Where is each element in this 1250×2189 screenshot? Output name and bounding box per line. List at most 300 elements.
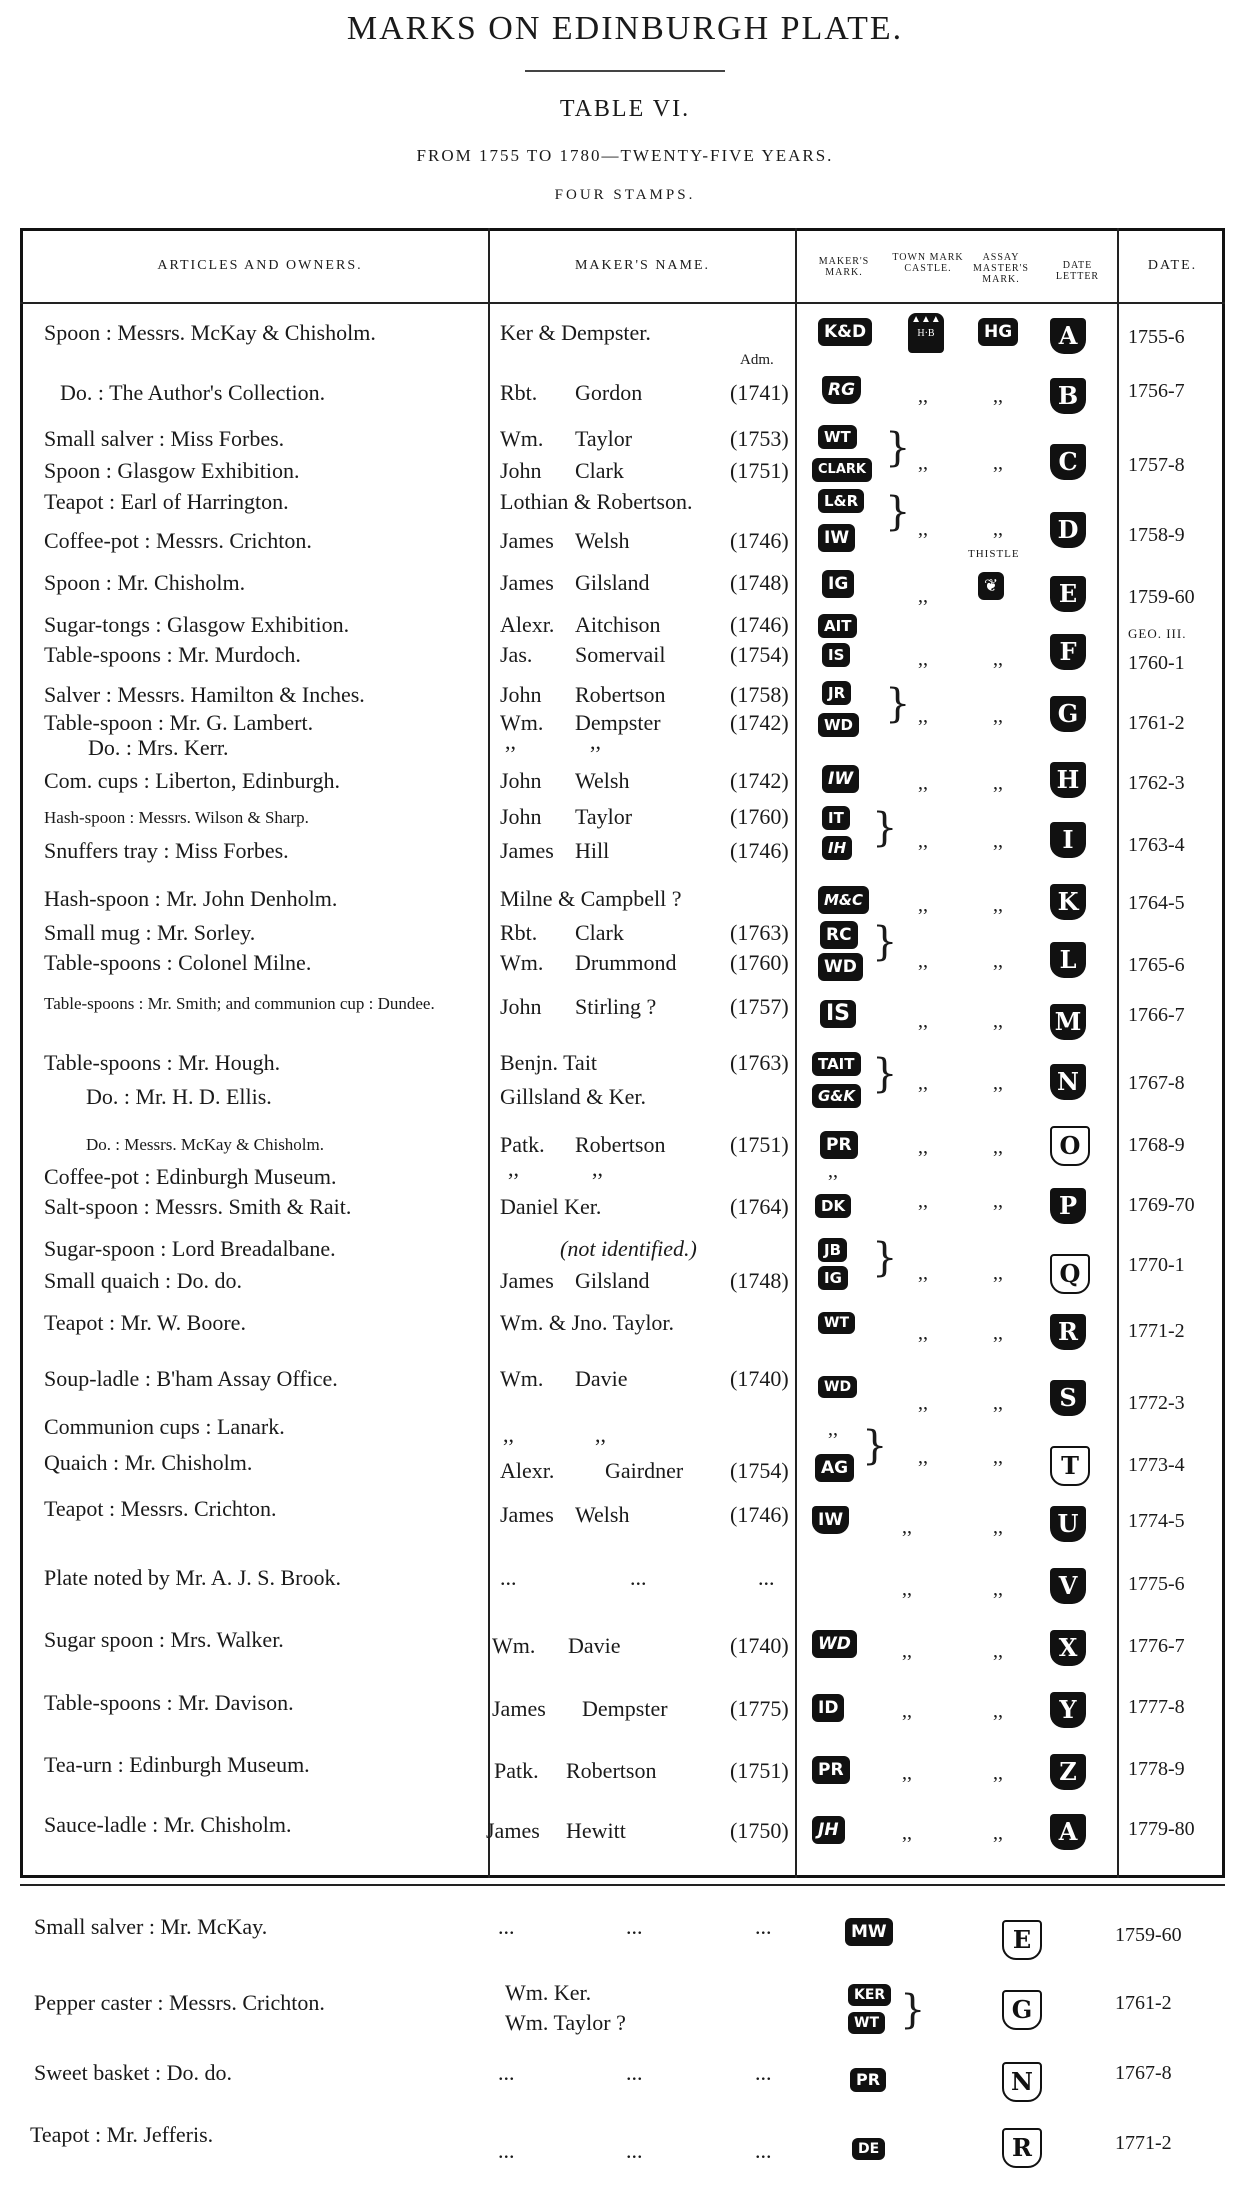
maker-year: (1740) [730, 1366, 789, 1391]
date: 1759-60 [1128, 586, 1195, 608]
maker-year: (1753) [730, 426, 789, 451]
article-owner: Quaich : Mr. Chisholm. [44, 1450, 253, 1475]
maker-name: Wm. [500, 710, 544, 735]
date-letter: T [1050, 1446, 1090, 1486]
article-owner: Sugar spoon : Mrs. Walker. [44, 1627, 284, 1652]
table-row [0, 729, 1250, 765]
makers-mark: KER [848, 1984, 891, 2006]
maker-surname: Robertson [566, 1758, 657, 1783]
maker-year: ... [758, 1565, 775, 1590]
assay-mark: HG [978, 318, 1018, 346]
maker-surname: Welsh [575, 528, 630, 553]
maker-name: Rbt. [500, 920, 538, 945]
maker-name: Wm. & Jno. Taylor. [500, 1310, 675, 1335]
column-header-articles: ARTICLES AND OWNERS. [157, 258, 363, 273]
maker-year: (1757) [730, 994, 789, 1019]
maker-name: ... [498, 2060, 515, 2085]
maker-name: ,, [503, 1422, 514, 1447]
maker-surname: Dempster [575, 710, 661, 735]
maker-name: James [500, 570, 554, 595]
article-owner: Sweet basket : Do. do. [34, 2060, 232, 2085]
article-owner: Snuffers tray : Miss Forbes. [44, 838, 289, 863]
column-header-assay-mark: ASSAY MASTER'S MARK. [973, 252, 1029, 285]
maker-surname: Dempster [582, 1696, 668, 1721]
makers-mark: JR [822, 681, 851, 705]
article-owner: Small quaich : Do. do. [44, 1268, 242, 1293]
maker-name: John [500, 682, 542, 707]
maker-surname: ... [626, 2060, 643, 2085]
ditto-mark: ,, [902, 1762, 912, 1784]
date-letter: C [1050, 444, 1086, 480]
maker-name: John [500, 458, 542, 483]
makers-mark: IW [822, 765, 859, 793]
article-owner: Teapot : Earl of Harrington. [44, 489, 289, 514]
maker-year: (1748) [730, 570, 789, 595]
article-owner: Tea-urn : Edinburgh Museum. [44, 1752, 310, 1777]
makers-mark: L&R [818, 489, 864, 513]
maker-surname: ,, [592, 1156, 603, 1181]
maker-name: ... [500, 1565, 517, 1590]
ditto-mark: ,, [902, 1700, 912, 1722]
maker-surname: Gairdner [605, 1458, 684, 1483]
maker-year: (1775) [730, 1696, 789, 1721]
article-owner: Small mug : Mr. Sorley. [44, 920, 256, 945]
ditto-mark: ,, [993, 1010, 1003, 1032]
date: 1771-2 [1115, 2132, 1172, 2154]
article-owner: Small salver : Miss Forbes. [44, 426, 285, 451]
maker-name: ,, [505, 729, 516, 754]
brace: } [862, 1423, 888, 1469]
maker-surname: ... [630, 1565, 647, 1590]
maker-surname: Hill [575, 838, 610, 863]
castle-icon: ▲▲▲ H·B [908, 313, 944, 353]
date-letter: E [1050, 576, 1086, 612]
stamp-count: FOUR STAMPS. [554, 187, 696, 203]
date-letter: G [1050, 696, 1086, 732]
date-letter: N [1050, 1064, 1086, 1100]
maker-surname: Robertson [575, 682, 666, 707]
ditto-mark: ,, [918, 1392, 928, 1414]
maker-name: John [500, 804, 542, 829]
maker-year: (1746) [730, 528, 789, 553]
makers-mark: IS [822, 643, 850, 667]
admission-label: Adm. [740, 352, 774, 368]
article-owner: Table-spoons : Mr. Davison. [44, 1690, 294, 1715]
ditto-mark: ,, [918, 648, 928, 670]
ditto-mark: ,, [902, 1822, 912, 1844]
maker-name: James [500, 1502, 554, 1527]
column-header-date: DATE. [1147, 258, 1198, 273]
maker-surname: Gilsland [575, 570, 650, 595]
date-letter: Q [1050, 1254, 1090, 1294]
makers-mark: JH [812, 1816, 845, 1844]
ditto-mark: ,, [993, 894, 1003, 916]
ditto-mark: ,, [918, 830, 928, 852]
date-letter: O [1050, 1126, 1090, 1166]
article-owner: Coffee-pot : Messrs. Crichton. [44, 528, 312, 553]
brace: } [872, 919, 898, 965]
makers-mark: DK [815, 1194, 851, 1218]
list-item [0, 2060, 1250, 2090]
maker-surname: Clark [575, 458, 624, 483]
maker-name: ... [498, 2138, 515, 2163]
ditto-mark: ,, [993, 385, 1003, 407]
date-letter: R [1050, 1314, 1086, 1350]
makers-mark: IT [822, 806, 850, 830]
date-letter: S [1050, 1380, 1086, 1416]
maker-year: (1741) [730, 380, 789, 405]
ditto-mark: ,, [993, 518, 1003, 540]
maker-name: Wm. [500, 950, 544, 975]
maker-surname: Drummond [575, 950, 677, 975]
article-owner: Hash-spoon : Mr. John Denholm. [44, 886, 338, 911]
maker-year: (1758) [730, 682, 789, 707]
date-letter: I [1050, 822, 1086, 858]
date: 1778-9 [1128, 1758, 1185, 1780]
makers-mark: AG [815, 1454, 854, 1482]
article-owner: Table-spoons : Colonel Milne. [44, 950, 312, 975]
title-rule [525, 70, 725, 72]
date: 1765-6 [1128, 954, 1185, 976]
article-owner: Spoon : Glasgow Exhibition. [44, 458, 300, 483]
maker-name: Patk. [494, 1758, 539, 1783]
article-owner: Do. : Messrs. McKay & Chisholm. [86, 1135, 324, 1154]
brace: } [900, 1987, 926, 2033]
article-owner: Teapot : Mr. W. Boore. [44, 1310, 246, 1335]
date: 1762-3 [1128, 772, 1185, 794]
makers-mark: AIT [818, 614, 857, 638]
date-letter: Z [1050, 1754, 1086, 1790]
ditto-mark: ,, [828, 1418, 838, 1440]
makers-mark: IW [818, 524, 855, 552]
makers-mark: K&D [818, 318, 872, 346]
makers-mark: IW [812, 1506, 849, 1534]
article-owner: Do. : Mr. H. D. Ellis. [86, 1084, 272, 1109]
date-letter: P [1050, 1188, 1086, 1224]
maker-year: ... [755, 2138, 772, 2163]
maker-name: Wm. [500, 426, 544, 451]
date: 1775-6 [1128, 1573, 1185, 1595]
maker-year: (1748) [730, 1268, 789, 1293]
table-bottom-rule [20, 1884, 1225, 1886]
ditto-mark: ,, [993, 1578, 1003, 1600]
date: 1779-80 [1128, 1818, 1195, 1840]
date: 1759-60 [1115, 1924, 1182, 1946]
article-owner: Small salver : Mr. McKay. [34, 1914, 268, 1939]
maker-surname: Taylor [575, 426, 633, 451]
article-owner: Do. : Mrs. Kerr. [88, 735, 229, 760]
maker-name: Gillsland & Ker. [500, 1084, 647, 1109]
date: 1768-9 [1128, 1134, 1185, 1156]
maker-name: James [492, 1696, 546, 1721]
article-owner: Teapot : Mr. Jefferis. [30, 2122, 214, 2147]
date: 1755-6 [1128, 326, 1185, 348]
maker-surname: Stirling ? [575, 994, 657, 1019]
brace: } [872, 805, 898, 851]
date: 1758-9 [1128, 524, 1185, 546]
brace: } [872, 1235, 898, 1281]
date: 1777-8 [1128, 1696, 1185, 1718]
makers-mark: WT [848, 2012, 885, 2034]
ditto-mark: ,, [993, 1446, 1003, 1468]
makers-mark: WD [818, 713, 859, 737]
date: 1761-2 [1115, 1992, 1172, 2014]
ditto-mark: ,, [918, 705, 928, 727]
ditto-mark: ,, [993, 1700, 1003, 1722]
maker-name: Rbt. [500, 380, 538, 405]
maker-name: ... [498, 1914, 515, 1939]
ditto-mark: ,, [918, 950, 928, 972]
maker-surname: Welsh [575, 1502, 630, 1527]
ditto-mark: ,, [918, 772, 928, 794]
ditto-mark: ,, [993, 452, 1003, 474]
ditto-mark: ,, [993, 830, 1003, 852]
maker-surname: Davie [575, 1366, 628, 1391]
maker-name: James [500, 528, 554, 553]
date: 1770-1 [1128, 1254, 1185, 1276]
ditto-mark: ,, [918, 518, 928, 540]
ditto-mark: ,, [918, 385, 928, 407]
date-letter: A [1050, 1814, 1086, 1850]
maker-year: (1763) [730, 920, 789, 945]
thistle-icon: ❦ [978, 572, 1004, 600]
thistle-label: THISTLE [968, 548, 1020, 560]
date: 1766-7 [1128, 1004, 1185, 1026]
date-letter: M [1050, 1004, 1086, 1040]
makers-mark: WT [818, 425, 857, 449]
ditto-mark: ,, [993, 1262, 1003, 1284]
ditto-mark: ,, [993, 1190, 1003, 1212]
ditto-mark: ,, [918, 1322, 928, 1344]
article-owner: Spoon : Mr. Chisholm. [44, 570, 246, 595]
maker-surname: ,, [590, 729, 601, 754]
maker-name: Alexr. [500, 612, 555, 637]
maker-year: ... [755, 1914, 772, 1939]
ditto-mark: ,, [918, 585, 928, 607]
ditto-mark: ,, [993, 772, 1003, 794]
makers-mark: IS [820, 1000, 856, 1028]
maker-year: (1751) [730, 1132, 789, 1157]
ditto-mark: ,, [902, 1578, 912, 1600]
ditto-mark: ,, [993, 1822, 1003, 1844]
makers-mark: WD [818, 953, 863, 981]
date: 1767-8 [1128, 1072, 1185, 1094]
maker-year: (1763) [730, 1050, 789, 1075]
maker-name: Lothian & Robertson. [500, 489, 693, 514]
maker-name: Jas. [500, 642, 533, 667]
ditto-mark: ,, [902, 1640, 912, 1662]
article-owner: Communion cups : Lanark. [44, 1414, 285, 1439]
article-owner: Coffee-pot : Edinburgh Museum. [44, 1164, 337, 1189]
date: 1763-4 [1128, 834, 1185, 856]
article-owner: Do. : The Author's Collection. [60, 380, 326, 405]
makers-mark: RG [822, 376, 861, 404]
makers-mark: DE [852, 2138, 885, 2160]
maker-year: (1760) [730, 804, 789, 829]
ditto-mark: ,, [918, 1136, 928, 1158]
ditto-mark: ,, [918, 1262, 928, 1284]
ditto-mark: ,, [993, 705, 1003, 727]
date: 1764-5 [1128, 892, 1185, 914]
article-owner: Table-spoons : Mr. Murdoch. [44, 642, 301, 667]
maker-surname: Gilsland [575, 1268, 650, 1293]
maker-name: Milne & Campbell ? [500, 886, 682, 911]
makers-mark: IG [822, 570, 854, 598]
makers-mark: JB [818, 1238, 847, 1262]
maker-year: (1760) [730, 950, 789, 975]
maker-surname: Robertson [575, 1132, 666, 1157]
maker-name: James [500, 1268, 554, 1293]
article-owner: Salt-spoon : Messrs. Smith & Rait. [44, 1194, 352, 1219]
date: 1761-2 [1128, 712, 1185, 734]
maker-year: (1740) [730, 1633, 789, 1658]
date-letter: H [1050, 762, 1086, 798]
maker-surname: ... [626, 2138, 643, 2163]
date-range: FROM 1755 TO 1780—TWENTY-FIVE YEARS. [416, 146, 834, 165]
date-letter: E [1002, 1920, 1042, 1960]
date: 1760-1 [1128, 652, 1185, 674]
maker-name: Wm. Ker. [505, 1980, 592, 2005]
article-owner: Com. cups : Liberton, Edinburgh. [44, 768, 340, 793]
ditto-mark: ,, [918, 1010, 928, 1032]
column-header-date-letter: DATE LETTER [1055, 260, 1100, 282]
date: 1767-8 [1115, 2062, 1172, 2084]
maker-surname: Welsh [575, 768, 630, 793]
date: 1756-7 [1128, 380, 1185, 402]
maker-surname: Taylor [575, 804, 633, 829]
brace: } [872, 1051, 898, 1097]
date-letter: U [1050, 1506, 1086, 1542]
makers-mark: RC [820, 921, 858, 949]
article-owner: Spoon : Messrs. McKay & Chisholm. [44, 320, 376, 345]
date-letter: N [1002, 2062, 1042, 2102]
ditto-mark: ,, [993, 950, 1003, 972]
ditto-mark: ,, [918, 452, 928, 474]
article-owner: Sauce-ladle : Mr. Chisholm. [44, 1812, 292, 1837]
list-item [0, 1914, 1250, 1944]
maker-surname: Somervail [575, 642, 666, 667]
ditto-mark: ,, [918, 1190, 928, 1212]
reign-label: GEO. III. [1128, 626, 1187, 641]
ditto-mark: ,, [993, 1136, 1003, 1158]
makers-mark: M&C [818, 886, 869, 914]
makers-mark: PR [850, 2068, 886, 2092]
ditto-mark: ,, [993, 1762, 1003, 1784]
date-letter: D [1050, 512, 1086, 548]
maker-year: (1754) [730, 1458, 789, 1483]
date: 1757-8 [1128, 454, 1185, 476]
ditto-mark: ,, [918, 1072, 928, 1094]
makers-mark: PR [820, 1131, 858, 1159]
column-header-town-mark: TOWN MARK CASTLE. [892, 252, 964, 274]
maker-surname: ,, [595, 1422, 606, 1447]
article-owner: Table-spoon : Mr. G. Lambert. [44, 710, 314, 735]
maker-name: Wm. Taylor ? [505, 2010, 626, 2035]
makers-mark: ID [812, 1694, 844, 1722]
date-letter: R [1002, 2128, 1042, 2168]
ditto-mark: ,, [993, 1640, 1003, 1662]
makers-mark: MW [845, 1918, 893, 1946]
maker-year: (1764) [730, 1194, 789, 1219]
date-letter: G [1002, 1990, 1042, 2030]
date-letter: L [1050, 942, 1086, 978]
date-letter: Y [1050, 1692, 1086, 1728]
maker-name: Patk. [500, 1132, 545, 1157]
article-owner: Soup-ladle : B'ham Assay Office. [44, 1366, 338, 1391]
makers-mark: G&K [812, 1084, 861, 1108]
date-letter: A [1050, 318, 1086, 354]
maker-surname: Aitchison [575, 612, 661, 637]
maker-surname: Gordon [575, 380, 643, 405]
date: 1773-4 [1128, 1454, 1185, 1476]
table-number: TABLE VI. [559, 96, 691, 122]
ditto-mark: ,, [918, 894, 928, 916]
maker-surname: Clark [575, 920, 624, 945]
article-owner: Teapot : Messrs. Crichton. [44, 1496, 277, 1521]
maker-year: (1754) [730, 642, 789, 667]
date-letter: B [1050, 378, 1086, 414]
article-owner: Plate noted by Mr. A. J. S. Brook. [44, 1565, 342, 1590]
maker-year: (1742) [730, 768, 789, 793]
ditto-mark: ,, [993, 1322, 1003, 1344]
maker-name: James [500, 838, 554, 863]
makers-mark: WD [818, 1376, 857, 1398]
article-owner: Pepper caster : Messrs. Crichton. [34, 1990, 325, 2015]
maker-name: Wm. [492, 1633, 536, 1658]
column-header-makers-mark: MAKER'S MARK. [818, 256, 870, 278]
maker-surname: ... [626, 1914, 643, 1939]
makers-mark: WD [812, 1630, 857, 1658]
ditto-mark: ,, [902, 1516, 912, 1538]
ditto-mark: ,, [828, 1160, 838, 1182]
list-item [0, 2122, 1250, 2163]
brace: } [885, 425, 911, 471]
date: 1769-70 [1128, 1194, 1195, 1216]
header-rule [20, 302, 1225, 304]
maker-name: Alexr. [500, 1458, 555, 1483]
makers-mark: IG [818, 1266, 848, 1290]
brace: } [885, 489, 911, 535]
ditto-mark: ,, [918, 1446, 928, 1468]
page-title: MARKS ON EDINBURGH PLATE. [346, 10, 904, 47]
column-header-maker-name: MAKER'S NAME. [574, 258, 711, 273]
maker-year: (1742) [730, 710, 789, 735]
maker-year: (1751) [730, 1758, 789, 1783]
ditto-mark: ,, [993, 648, 1003, 670]
brace: } [885, 681, 911, 727]
date-letter: F [1050, 634, 1086, 670]
article-owner: Sugar-spoon : Lord Breadalbane. [44, 1236, 336, 1261]
maker-year: (1746) [730, 838, 789, 863]
ditto-mark: ,, [993, 1072, 1003, 1094]
maker-name: John [500, 768, 542, 793]
maker-name: Wm. [500, 1366, 544, 1391]
maker-year: ... [755, 2060, 772, 2085]
makers-mark: IH [822, 836, 852, 860]
maker-surname: Davie [568, 1633, 621, 1658]
date-letter: X [1050, 1630, 1086, 1666]
maker-name: James [486, 1818, 540, 1843]
article-owner: Salver : Messrs. Hamilton & Inches. [44, 682, 365, 707]
makers-mark: PR [812, 1756, 850, 1784]
date-letter: K [1050, 884, 1086, 920]
article-owner: Table-spoons : Mr. Hough. [44, 1050, 281, 1075]
maker-year: (1750) [730, 1818, 789, 1843]
ditto-mark: ,, [993, 1516, 1003, 1538]
maker-year: (1746) [730, 612, 789, 637]
date: 1774-5 [1128, 1510, 1185, 1532]
article-owner: Hash-spoon : Messrs. Wilson & Sharp. [44, 808, 309, 827]
